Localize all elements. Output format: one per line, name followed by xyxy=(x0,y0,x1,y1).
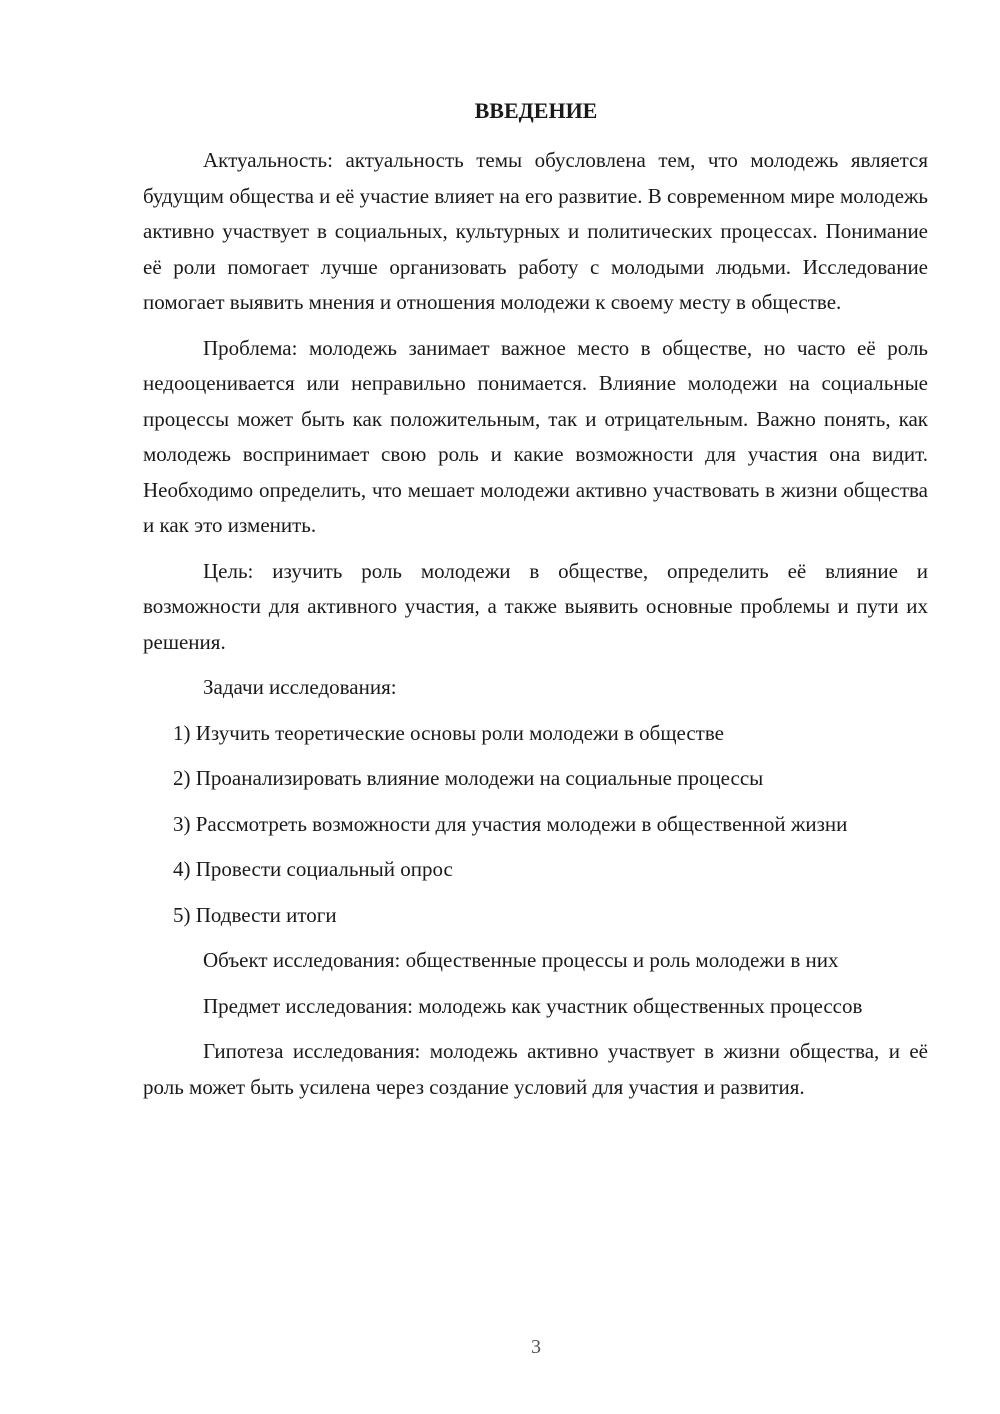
page-number: 3 xyxy=(531,1336,541,1358)
paragraph-problem: Проблема: молодежь занимает важное место в обществе, но часто её роль недооценивается или неправильно понимается. Влияние молодежи на социальные процессы может быть как положительным, так и отрицательным. Важно понять, как молодежь воспринимает свою роль и какие возможности для участия она видит. Необходимо определить, что мешает молодежи активно участвовать в жизни общества и как это изменить. xyxy=(143,335,928,537)
page-title: ВВЕДЕНИЕ xyxy=(474,98,598,123)
paragraph-relevance: Актуальность: актуальность темы обусловлена тем, что молодежь является будущим общества и её участие влияет на его развитие. В современном мире молодежь активно участвует в социальных, культурных и политических процессах. Понимание её роли помогает лучше организовать работу с молодыми людьми. Исследование помогает выявить мнения и отношения молодежи к своему месту в обществе. xyxy=(143,148,928,314)
paragraph-tasks-heading: Задачи исследования: xyxy=(203,675,397,699)
paragraph-object: Объект исследования: общественные процессы и роль молодежи в них xyxy=(203,948,839,972)
paragraph-subject: Предмет исследования: молодежь как участник общественных процессов xyxy=(203,993,863,1018)
paragraph-goal: Цель: изучить роль молодежи в обществе, определить её влияние и возможности для активного участия, а также выявить основные проблемы и пути их решения. xyxy=(143,558,928,654)
paragraph-hypothesis: Гипотеза исследования: молодежь активно участвует в жизни общества, и её роль может быть усилена через создание условий для участия и развития. xyxy=(143,1039,928,1099)
task-item-2: 2) Проанализировать влияние молодежи на социальные процессы xyxy=(173,766,764,790)
task-item-3: 3) Рассмотреть возможности для участия молодежи в общественной жизни xyxy=(173,811,848,836)
task-item-5: 5) Подвести итоги xyxy=(173,902,337,927)
task-item-4: 4) Провести социальный опрос xyxy=(173,857,453,881)
task-item-1: 1) Изучить теоретические основы роли молодежи в обществе xyxy=(173,720,724,745)
document-body xyxy=(143,143,928,1115)
